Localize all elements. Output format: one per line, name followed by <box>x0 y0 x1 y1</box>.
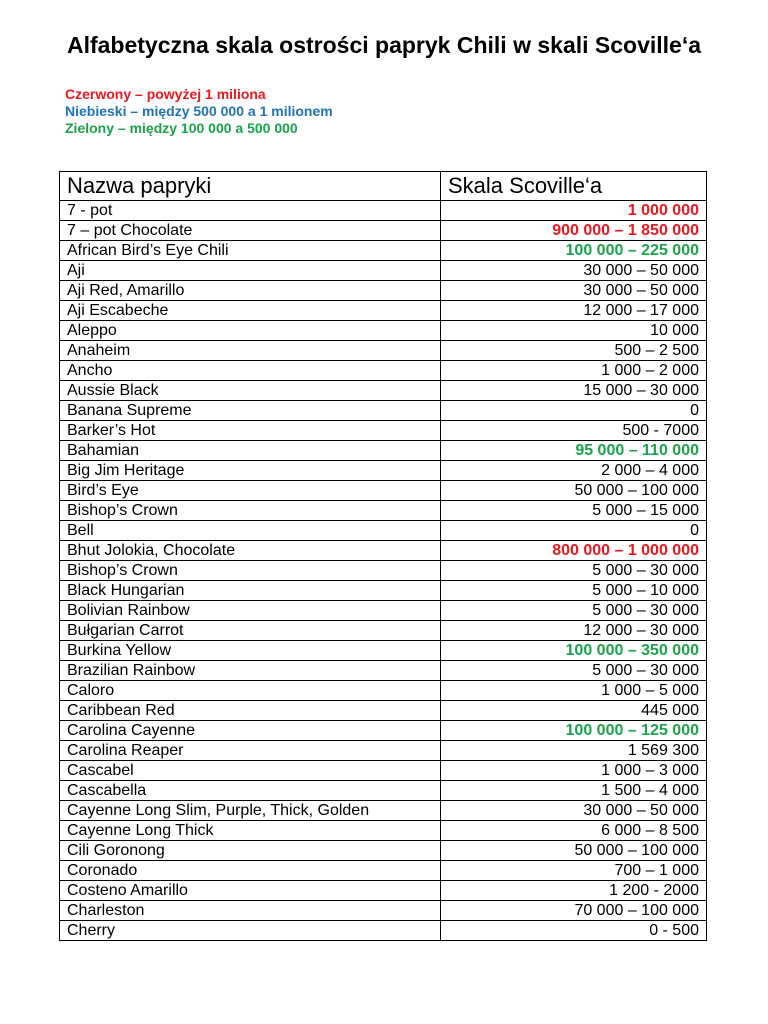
table-row <box>60 221 707 241</box>
scoville-value: 0 - 500 <box>441 921 707 941</box>
pepper-name: Bhut Jolokia, Chocolate <box>60 541 441 561</box>
table-row <box>60 801 707 821</box>
table-row <box>60 381 707 401</box>
scoville-value: 1 000 – 3 000 <box>441 761 707 781</box>
pepper-name: Coronado <box>60 861 441 881</box>
pepper-name: Bishop’s Crown <box>60 561 441 581</box>
pepper-name: Aussie Black <box>60 381 441 401</box>
scoville-value: 1 000 000 <box>441 201 707 221</box>
table-row <box>60 561 707 581</box>
pepper-name: Aji Red, Amarillo <box>60 281 441 301</box>
table-row <box>60 661 707 681</box>
scoville-value: 800 000 – 1 000 000 <box>441 541 707 561</box>
legend-red: Czerwony – powyżej 1 miliona <box>65 86 266 102</box>
scoville-value: 2 000 – 4 000 <box>441 461 707 481</box>
pepper-name: Burkina Yellow <box>60 641 441 661</box>
pepper-name: Anaheim <box>60 341 441 361</box>
table-row <box>60 861 707 881</box>
page-title: Alfabetyczna skala ostrości papryk Chili w skali Scoville‘a <box>66 32 702 58</box>
table-row <box>60 261 707 281</box>
scoville-value: 15 000 – 30 000 <box>441 381 707 401</box>
pepper-name: Bułgarian Carrot <box>60 621 441 641</box>
scoville-value: 30 000 – 50 000 <box>441 801 707 821</box>
scoville-table <box>59 171 707 941</box>
scoville-value: 30 000 – 50 000 <box>441 261 707 281</box>
pepper-name: Cili Goronong <box>60 841 441 861</box>
table-row <box>60 341 707 361</box>
table-row <box>60 401 707 421</box>
table-row <box>60 621 707 641</box>
scoville-value: 1 569 300 <box>441 741 707 761</box>
table-row <box>60 421 707 441</box>
pepper-name: 7 - pot <box>60 201 441 221</box>
pepper-name: Bolivian Rainbow <box>60 601 441 621</box>
pepper-name: Ancho <box>60 361 441 381</box>
pepper-name: Bird’s Eye <box>60 481 441 501</box>
pepper-name: Banana Supreme <box>60 401 441 421</box>
scoville-value: 50 000 – 100 000 <box>441 841 707 861</box>
table-row <box>60 601 707 621</box>
table-row <box>60 541 707 561</box>
table-row <box>60 641 707 661</box>
table-row <box>60 721 707 741</box>
legend-green: Zielony – między 100 000 a 500 000 <box>65 120 298 136</box>
table-body <box>60 201 707 941</box>
scoville-value: 1 000 – 5 000 <box>441 681 707 701</box>
scoville-value: 445 000 <box>441 701 707 721</box>
scoville-value: 12 000 – 30 000 <box>441 621 707 641</box>
table-row <box>60 901 707 921</box>
pepper-name: 7 – pot Chocolate <box>60 221 441 241</box>
pepper-name: Bahamian <box>60 441 441 461</box>
table-row <box>60 741 707 761</box>
scoville-value: 1 500 – 4 000 <box>441 781 707 801</box>
scoville-value: 100 000 – 125 000 <box>441 721 707 741</box>
scoville-value: 50 000 – 100 000 <box>441 481 707 501</box>
table-row <box>60 281 707 301</box>
table-row <box>60 501 707 521</box>
pepper-name: Bishop’s Crown <box>60 501 441 521</box>
pepper-name: Bell <box>60 521 441 541</box>
scoville-value: 6 000 – 8 500 <box>441 821 707 841</box>
scoville-value: 10 000 <box>441 321 707 341</box>
table-row <box>60 361 707 381</box>
pepper-name: African Bird’s Eye Chili <box>60 241 441 261</box>
table-row <box>60 441 707 461</box>
scoville-value: 500 – 2 500 <box>441 341 707 361</box>
table-row <box>60 481 707 501</box>
pepper-name: Barker’s Hot <box>60 421 441 441</box>
pepper-name: Brazilian Rainbow <box>60 661 441 681</box>
color-legend <box>65 86 333 137</box>
pepper-name: Black Hungarian <box>60 581 441 601</box>
table-row <box>60 581 707 601</box>
scoville-value: 1 200 - 2000 <box>441 881 707 901</box>
table-row <box>60 301 707 321</box>
pepper-name: Aji <box>60 261 441 281</box>
pepper-name: Aleppo <box>60 321 441 341</box>
table-row <box>60 921 707 941</box>
table-row <box>60 881 707 901</box>
table-row <box>60 201 707 221</box>
table-row <box>60 521 707 541</box>
pepper-name: Cayenne Long Slim, Purple, Thick, Golden <box>60 801 441 821</box>
scoville-value: 1 000 – 2 000 <box>441 361 707 381</box>
pepper-name: Carolina Cayenne <box>60 721 441 741</box>
table-row <box>60 821 707 841</box>
pepper-name: Cherry <box>60 921 441 941</box>
table-header-row <box>60 172 707 201</box>
pepper-name: Cayenne Long Thick <box>60 821 441 841</box>
scoville-value: 5 000 – 30 000 <box>441 601 707 621</box>
pepper-name: Caloro <box>60 681 441 701</box>
table-row <box>60 761 707 781</box>
scoville-value: 95 000 – 110 000 <box>441 441 707 461</box>
scoville-value: 0 <box>441 401 707 421</box>
scoville-value: 100 000 – 225 000 <box>441 241 707 261</box>
header-name: Nazwa papryki <box>60 172 441 201</box>
scoville-value: 5 000 – 30 000 <box>441 561 707 581</box>
table-row <box>60 841 707 861</box>
scoville-value: 0 <box>441 521 707 541</box>
scoville-value: 5 000 – 15 000 <box>441 501 707 521</box>
pepper-name: Carolina Reaper <box>60 741 441 761</box>
pepper-name: Charleston <box>60 901 441 921</box>
legend-blue: Niebieski – między 500 000 a 1 milionem <box>65 103 333 119</box>
scoville-value: 900 000 – 1 850 000 <box>441 221 707 241</box>
table-row <box>60 241 707 261</box>
scoville-value: 70 000 – 100 000 <box>441 901 707 921</box>
table-row <box>60 681 707 701</box>
table-row <box>60 321 707 341</box>
scoville-value: 100 000 – 350 000 <box>441 641 707 661</box>
scoville-value: 5 000 – 30 000 <box>441 661 707 681</box>
table-row <box>60 461 707 481</box>
scoville-value: 5 000 – 10 000 <box>441 581 707 601</box>
pepper-name: Caribbean Red <box>60 701 441 721</box>
scoville-value: 30 000 – 50 000 <box>441 281 707 301</box>
scoville-value: 700 – 1 000 <box>441 861 707 881</box>
table-row <box>60 701 707 721</box>
scoville-value: 500 - 7000 <box>441 421 707 441</box>
table-row <box>60 781 707 801</box>
pepper-name: Costeno Amarillo <box>60 881 441 901</box>
pepper-name: Aji Escabeche <box>60 301 441 321</box>
pepper-name: Cascabel <box>60 761 441 781</box>
scoville-value: 12 000 – 17 000 <box>441 301 707 321</box>
pepper-name: Big Jim Heritage <box>60 461 441 481</box>
pepper-name: Cascabella <box>60 781 441 801</box>
header-scoville: Skala Scoville‘a <box>441 172 707 201</box>
